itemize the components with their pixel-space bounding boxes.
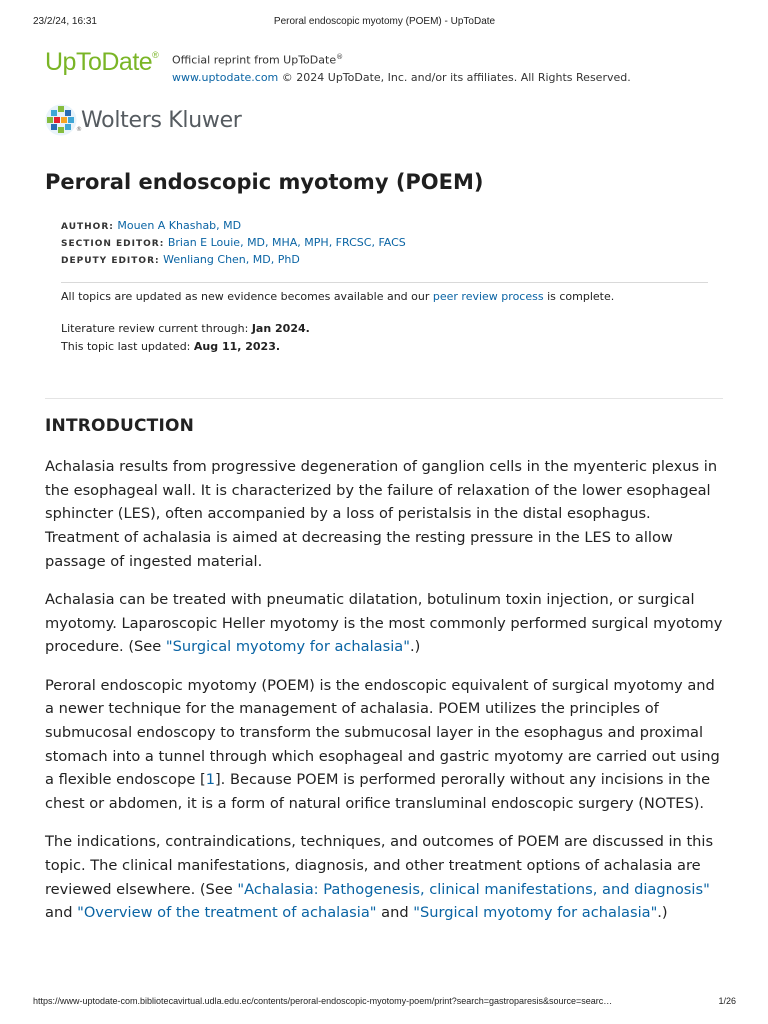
print-header <box>33 16 736 30</box>
author-row <box>61 218 406 235</box>
deputy-editor-row <box>61 252 406 269</box>
reference-link-1[interactable]: 1 <box>205 771 215 789</box>
deputy-editor-label: DEPUTY EDITOR: <box>61 256 160 266</box>
introduction-body <box>45 455 725 940</box>
intro-paragraph-2: Achalasia can be treated with pneumatic dilatation, botulinum toxin injection, or surgical myotomy. Laparoscopic Heller myotomy is the most commonly performed surgical myotomy procedure. (See "Surgical myotomy for achalasia".) <box>45 591 723 656</box>
deputy-editor-link[interactable]: Wenliang Chen, MD, PhD <box>163 253 300 266</box>
section-editor-label: SECTION EDITOR: <box>61 239 165 249</box>
update-note: All topics are updated as new evidence becomes available and our peer review process is complete. <box>61 290 615 303</box>
page-number: 1/26 <box>718 996 736 1006</box>
publisher-name: Wolters Kluwer <box>81 108 242 133</box>
wolters-kluwer-globe-icon <box>45 104 77 136</box>
intro-paragraph-3: Peroral endoscopic myotomy (POEM) is the endoscopic equivalent of surgical myotomy and a newer technique for the management of achalasia. POEM utilizes the principles of submucosal endoscopy to transform the submucosal layer in the esophagus and proximal stomach into a tunnel through which esophageal and gastric myotomy are carried out using a flexible endoscope [1]. Because POEM is performed perorally without any incisions in the chest or abdomen, it is a form of natural orifice transluminal endoscopic surgery (NOTES). <box>45 676 720 813</box>
section-editor-row <box>61 235 406 252</box>
author-link[interactable]: Mouen A Khashab, MD <box>117 219 242 232</box>
section-editor-link[interactable]: Brian E Louie, MD, MHA, MPH, FRCSC, FACS <box>167 236 406 249</box>
divider <box>45 398 723 399</box>
copyright-text: © 2024 UpToDate, Inc. and/or its affiliates. All Rights Reserved. <box>278 70 631 84</box>
literature-review-line: Literature review current through: Jan 2024. <box>61 322 310 335</box>
uptodate-logo: UpToDate® <box>45 48 159 76</box>
peer-review-link[interactable]: peer review process <box>432 290 544 303</box>
author-label: AUTHOR: <box>61 222 114 232</box>
achalasia-pathogenesis-link[interactable]: "Achalasia: Pathogenesis, clinical manifestations, and diagnosis" <box>237 880 710 898</box>
introduction-heading: INTRODUCTION <box>45 416 195 436</box>
intro-paragraph-1: Achalasia results from progressive degeneration of ganglion cells in the myenteric plexus in the esophageal wall. It is characterized by the failure of relaxation of the lower esophageal sphincter (LES), often accompanied by a loss of peristalsis in the distal esophagus. Treatment of achalasia is aimed at decreasing the resting pressure in the LES to allow passage of ingested material. <box>45 458 718 570</box>
print-url: https://www-uptodate-com.bibliotecavirtual.udla.edu.ec/contents/peroral-endoscopic-myotomy-poem/print?search=gastroparesis&source=searc… <box>33 996 613 1006</box>
print-footer <box>33 996 736 1008</box>
reprint-notice: Official reprint from UpToDate® www.uptodate.com © 2024 UpToDate, Inc. and/or its affiliates. All Rights Reserved. <box>172 53 631 84</box>
contributors <box>61 218 406 269</box>
print-page-title: Peroral endoscopic myotomy (POEM) - UpToDate <box>273 16 496 27</box>
last-updated-line: This topic last updated: Aug 11, 2023. <box>61 340 281 353</box>
surgical-myotomy-link[interactable]: "Surgical myotomy for achalasia" <box>165 638 410 656</box>
literature-review-date: Jan 2024 <box>251 322 306 335</box>
last-updated-date: Aug 11, 2023 <box>193 340 276 353</box>
reprint-label: Official reprint from UpToDate <box>172 53 337 67</box>
surgical-myotomy-link-2[interactable]: "Surgical myotomy for achalasia" <box>413 904 658 922</box>
divider <box>61 282 708 283</box>
uptodate-site-link[interactable]: www.uptodate.com <box>172 70 279 84</box>
review-dates <box>61 320 310 356</box>
article-title: Peroral endoscopic myotomy (POEM) <box>45 170 484 194</box>
achalasia-treatment-overview-link[interactable]: "Overview of the treatment of achalasia" <box>77 904 377 922</box>
intro-paragraph-4: The indications, contraindications, techniques, and outcomes of POEM are discussed in this topic. The clinical manifestations, diagnosis, and other treatment options of achalasia are reviewed elsewhere. (See "Achalasia: Pathogenesis, clinical manifestations, and diagnosis" and "Overview of the treatment of achalasia" and "Surgical myotomy for achalasia".) <box>45 833 714 922</box>
print-datetime: 23/2/24, 16:31 <box>33 16 97 27</box>
